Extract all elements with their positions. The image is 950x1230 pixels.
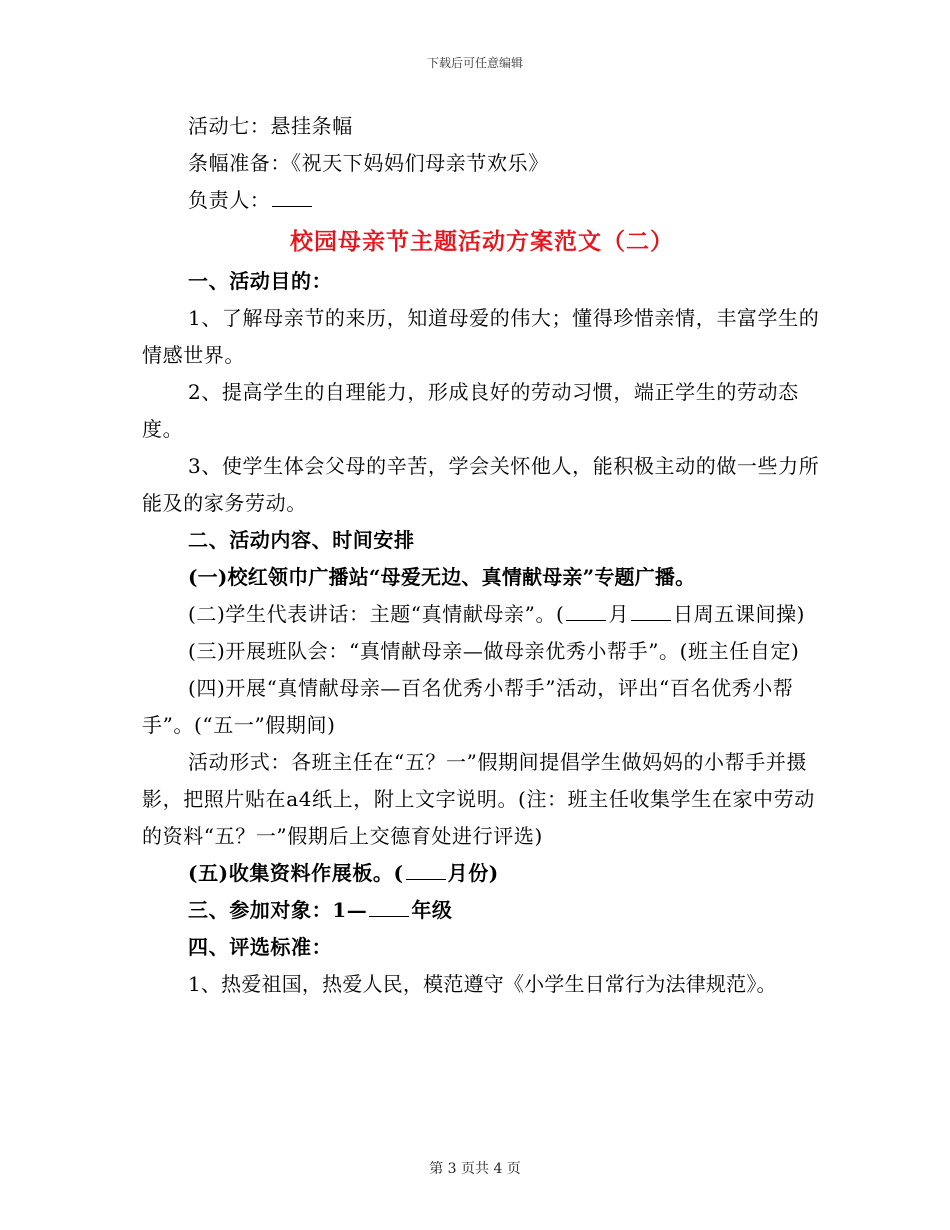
page-footer: 第 3 页共 4 页 (429, 1161, 521, 1177)
section-two-heading: 二、活动内容、时间安排 (188, 528, 415, 552)
content-item-3: (三)开展班队会：“真情献母亲—做母亲优秀小帮手”。(班主任自定) (188, 639, 800, 663)
responsible-line (142, 182, 822, 219)
section-three-part-a: 三、参加对象：1— (188, 898, 368, 922)
purpose-paragraph-2: 2、提高学生的自理能力，形成良好的劳动习惯，端正学生的劳动态度。 (142, 380, 799, 441)
blank-line (406, 859, 446, 880)
content-item-2-part-a: (二)学生代表讲话：主题“真情献母亲”。( (188, 602, 565, 626)
page-header: 下载后可任意编辑 (426, 56, 523, 70)
criteria-paragraph-1: 1、热爱祖国，热爱人民，模范遵守《小学生日常行为法律规范》。 (188, 972, 777, 996)
document-title: 校园母亲节主题活动方案范文（二） (290, 228, 674, 255)
section-three-heading (142, 892, 822, 929)
content-item-1: (一)校红领巾广播站“母爱无边、真情献母亲”专题广播。 (188, 565, 696, 589)
blank-line (369, 896, 409, 917)
banner-prep-line: 条幅准备：《祝天下妈妈们母亲节欢乐》 (188, 151, 549, 175)
section-one-heading: 一、活动目的： (188, 269, 333, 293)
blank-line (272, 186, 312, 207)
purpose-paragraph-1: 1、了解母亲节的来历，知道母爱的伟大；懂得珍惜亲情，丰富学生的情感世界。 (142, 306, 820, 367)
content-item-5 (142, 855, 822, 892)
section-four-heading: 四、评选标准： (188, 935, 333, 959)
content-item-2 (142, 596, 822, 633)
content-item-2-part-b: 月 (608, 602, 630, 626)
blank-line (566, 600, 606, 621)
activity-seven-line: 活动七：悬挂条幅 (188, 114, 353, 138)
responsible-label: 负责人： (188, 188, 271, 212)
section-three-part-b: 年级 (411, 898, 453, 922)
document-body (142, 108, 822, 1003)
content-item-5-part-b: 月份) (447, 861, 499, 885)
purpose-paragraph-3: 3、使学生体会父母的辛苦，学会关怀他人，能积极主动的做一些力所能及的家务劳动。 (142, 454, 820, 515)
content-item-4: (四)开展“真情献母亲—百名优秀小帮手”活动，评出“百名优秀小帮手”。(“五一”假期间) (142, 676, 794, 737)
blank-line (631, 600, 671, 621)
content-item-5-part-a: (五)收集资料作展板。( (188, 861, 404, 885)
content-item-2-part-c: 日周五课间操) (673, 602, 806, 626)
activity-form-paragraph: 活动形式：各班主任在“五？一”假期间提倡学生做妈妈的小帮手并摄影，把照片贴在a4纸上，附上文字说明。(注：班主任收集学生在家中劳动的资料“五？一”假期后上交德育处进行评选) (142, 750, 815, 848)
